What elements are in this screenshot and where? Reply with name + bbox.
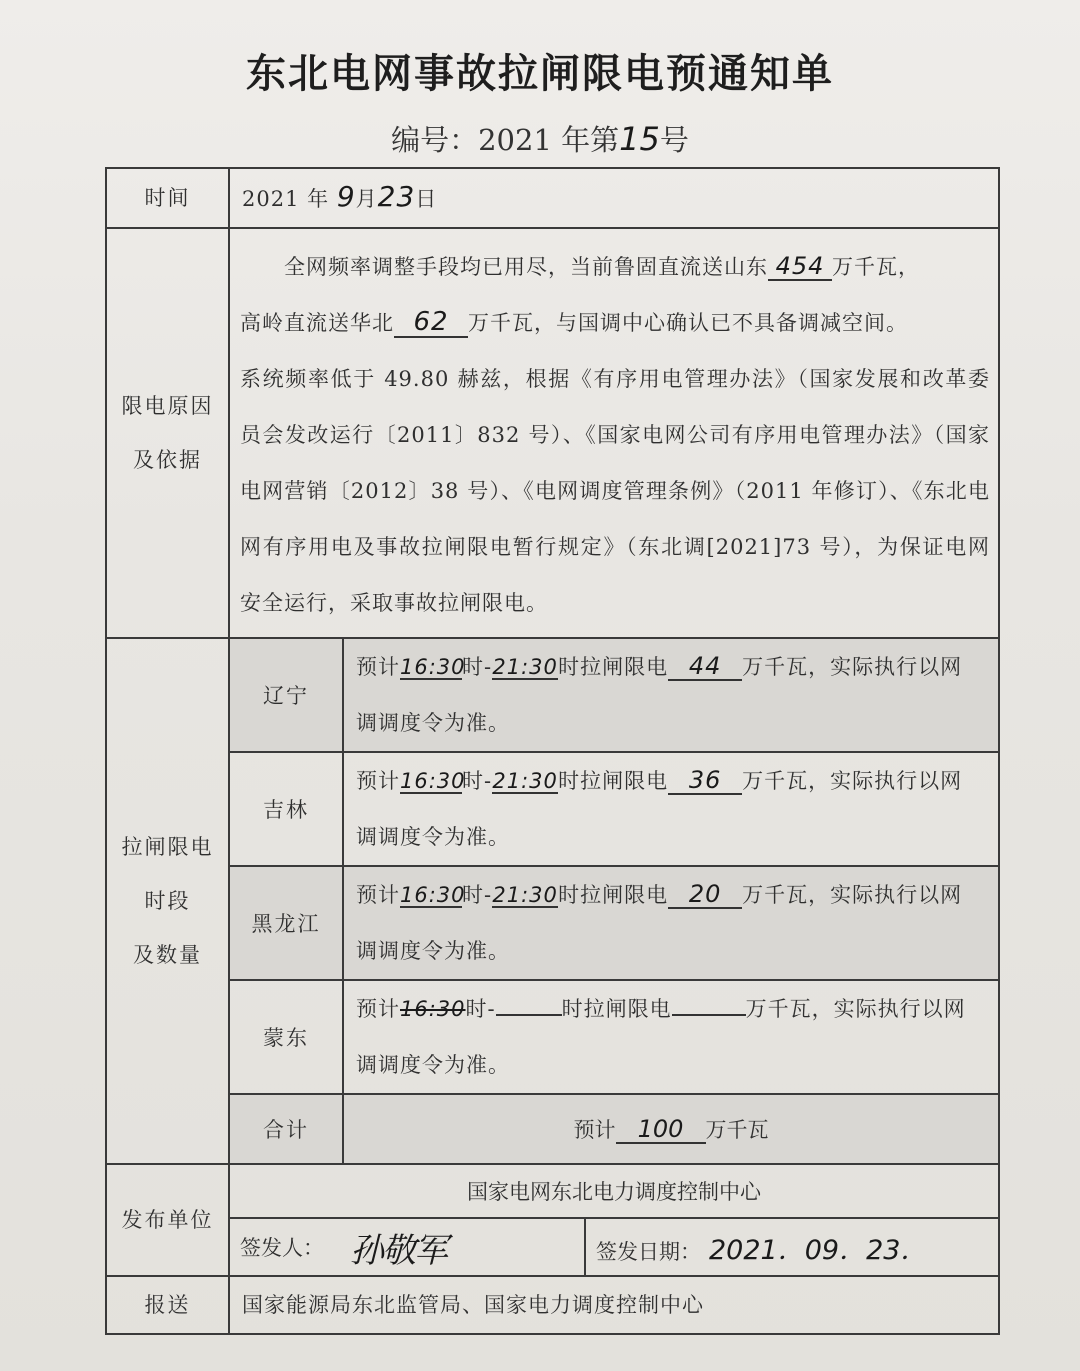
struck-start-time: 16:30	[400, 997, 466, 1021]
province-detail: 预计16:30时- 时拉闸限电 万千瓦，实际执行以网 调调度令为准。	[343, 980, 999, 1094]
reason-row	[106, 228, 999, 638]
lugu-dc-value: 454	[768, 254, 832, 281]
time-value: 2021 年 9月23日	[229, 168, 999, 228]
reason-label: 限电原因 及依据	[106, 228, 229, 638]
time-label: 时间	[106, 168, 229, 228]
report-row	[106, 1276, 999, 1334]
publisher-label: 发布单位	[106, 1164, 229, 1276]
time-row	[106, 168, 999, 228]
signer-row	[106, 1218, 999, 1276]
sign-date-label: 签发日期：	[596, 1239, 701, 1264]
sign-date: 2021．09．23．	[709, 1234, 928, 1266]
reason-basis: 系统频率低于 49.80 赫兹，根据《有序用电管理办法》（国家发展和改革委员会发改运行〔2011〕832 号）、《国家电网公司有序用电管理办法》（国家电网营销〔2012〕38 号）、《电网调度管理条例》（2011 年修订）、《东北电网有序用电及事故拉闸限电暂行规定》（东北调[2021]73 号），为保证电网安全运行，采取事故拉闸限电。	[240, 367, 990, 615]
time-day: 23	[377, 180, 416, 213]
province-row-jilin	[106, 752, 999, 866]
time-month: 9	[336, 180, 356, 213]
total-value: 预计 100 万千瓦	[343, 1094, 999, 1164]
province-name: 黑龙江	[229, 866, 343, 980]
gaoling-dc-value: 62	[394, 309, 468, 338]
publisher-org: 国家电网东北电力调度控制中心	[229, 1164, 999, 1218]
serial-handwritten-number: 15	[619, 120, 660, 158]
signer-label: 签发人：	[240, 1236, 324, 1260]
total-amount: 100	[616, 1117, 706, 1144]
notice-table	[105, 167, 1000, 1335]
province-detail: 预计16:30时-21:30时拉闸限电 20 万千瓦，实际执行以网 调调度令为准。	[343, 866, 999, 980]
total-label: 合计	[229, 1094, 343, 1164]
total-row	[106, 1094, 999, 1164]
serial-number	[0, 118, 1080, 159]
serial-suffix: 号	[659, 123, 689, 157]
province-name: 辽宁	[229, 638, 343, 752]
limit-label: 拉闸限电 时段 及数量	[106, 638, 229, 1164]
province-row-mengdong	[106, 980, 999, 1094]
publisher-row	[106, 1164, 999, 1218]
province-name: 吉林	[229, 752, 343, 866]
province-name: 蒙东	[229, 980, 343, 1094]
report-value: 国家能源局东北监管局、国家电力调度控制中心	[229, 1276, 999, 1334]
signer-signature: 孙敬军	[350, 1230, 446, 1271]
serial-prefix: 编号：2021 年第	[391, 123, 620, 157]
signer-cell	[230, 1219, 586, 1275]
reason-text: 全网频率调整手段均已用尽，当前鲁固直流送山东 454 万千瓦， 高岭直流送华北 62 万千瓦，与国调中心确认已不具备调减空间。 系统频率低于 49.80 赫兹，根据《有序用电管理办法》（国家发展和改革委员会发改运行〔2011〕832 号）、《国家电网公司有序用电管理办法》（国家电网营销〔2012〕38 号）、《电网调度管理条例》（2011 年修订）、《东北电网有序用电及事故拉闸限电暂行规定》（东北调[2021]73 号），为保证电网安全运行，采取事故拉闸限电。	[229, 228, 999, 638]
report-label: 报送	[106, 1276, 229, 1334]
document-title: 东北电网事故拉闸限电预通知单	[246, 50, 834, 97]
province-row-liaoning	[106, 638, 999, 752]
province-detail: 预计16:30时-21:30时拉闸限电 44 万千瓦，实际执行以网 调调度令为准。	[343, 638, 999, 752]
province-detail: 预计16:30时-21:30时拉闸限电 36 万千瓦，实际执行以网 调调度令为准。	[343, 752, 999, 866]
province-row-heilongjiang	[106, 866, 999, 980]
sign-date-cell	[586, 1228, 998, 1267]
